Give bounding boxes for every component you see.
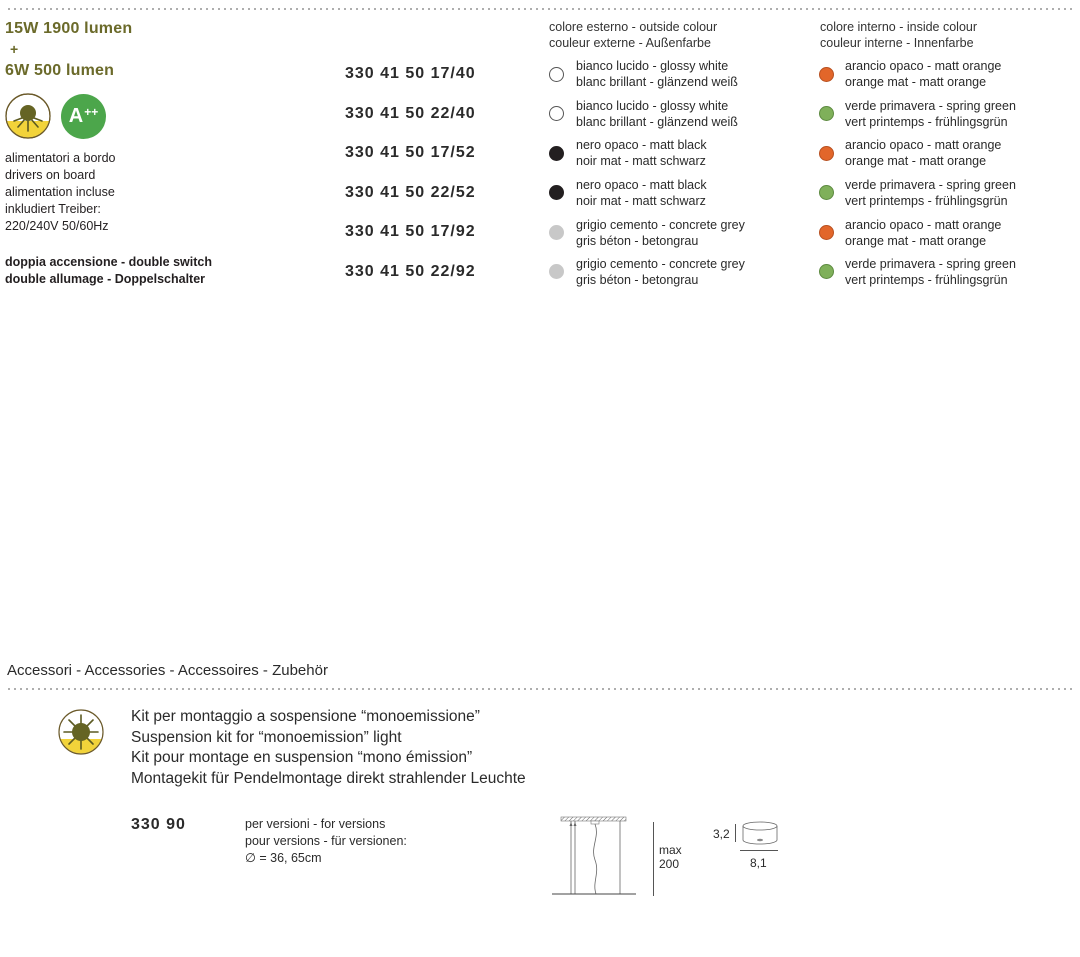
accessory-description-line: Suspension kit for “monoemission” light (131, 728, 402, 746)
colour-name-line: gris béton - betongrau (576, 234, 699, 248)
energy-class-letter: A (68, 105, 84, 127)
inside-colour-swatch-green (819, 106, 834, 121)
colour-name-line: blanc brillant - glänzend weiß (576, 115, 738, 129)
outside-colour-description (576, 177, 707, 209)
driver-info-line: drivers on board (5, 168, 96, 182)
suspension-drawing (548, 812, 668, 903)
max-height-label (659, 843, 682, 871)
colour-name-line: vert printemps - frühlingsgrün (845, 115, 1008, 129)
colour-name-line: bianco lucido - glossy white (576, 99, 729, 113)
outside-colour-swatch-grey (549, 225, 564, 240)
accessory-description (131, 707, 526, 789)
switch-info-line: doppia accensione - double switch (5, 255, 212, 269)
outside-colour-description (576, 98, 738, 130)
outside-colour-header-line: colore esterno - outside colour (549, 20, 718, 34)
canopy-height-label: 3,2 (713, 827, 730, 841)
colour-name-line: blanc brillant - glänzend weiß (576, 75, 738, 89)
product-code: 330 41 50 22/52 (345, 184, 476, 201)
colour-name-line: arancio opaco - matt orange (845, 59, 1002, 73)
top-divider (6, 8, 1074, 10)
driver-info-line: alimentatori a bordo (5, 151, 116, 165)
inside-colour-swatch-orange (819, 225, 834, 240)
product-code: 330 41 50 17/40 (345, 65, 476, 82)
accessories-title: Accessori - Accessories - Accessoires - Zubehör (7, 662, 328, 679)
colour-name-line: noir mat - matt schwarz (576, 194, 706, 208)
outside-colour-swatch-black (549, 185, 564, 200)
direct-light-icon (58, 709, 104, 755)
colour-name-line: gris béton - betongrau (576, 273, 699, 287)
outside-colour-swatch-white (549, 67, 564, 82)
versions-line: per versioni - for versions (245, 817, 386, 831)
max-value: 200 (659, 857, 680, 871)
colour-name-line: nero opaco - matt black (576, 138, 707, 152)
canopy-diameter-line (740, 850, 778, 851)
inside-colour-description (845, 177, 1016, 209)
accessory-description-line: Kit pour montage en suspension “mono émission” (131, 749, 473, 766)
colour-name-line: verde primavera - spring green (845, 257, 1016, 271)
inside-colour-header (820, 19, 977, 51)
energy-class-badge (61, 94, 106, 139)
colour-name-line: nero opaco - matt black (576, 178, 707, 192)
bidirectional-light-icon (5, 93, 51, 139)
colour-name-line: vert printemps - frühlingsgrün (845, 273, 1008, 287)
product-code: 330 41 50 22/92 (345, 263, 476, 280)
inside-colour-description (845, 217, 1001, 249)
inside-colour-swatch-green (819, 264, 834, 279)
outside-colour-swatch-grey (549, 264, 564, 279)
outside-colour-swatch-black (549, 146, 564, 161)
product-code: 330 41 50 17/52 (345, 144, 476, 161)
colour-name-line: verde primavera - spring green (845, 178, 1016, 192)
outside-colour-description (576, 217, 745, 249)
power-spec-plus: + (10, 41, 19, 57)
outside-colour-header (549, 19, 717, 51)
inside-colour-description (845, 256, 1016, 288)
colour-name-line: grigio cemento - concrete grey (576, 257, 745, 271)
colour-name-line: bianco lucido - glossy white (576, 59, 729, 73)
power-spec-secondary: 6W 500 lumen (5, 62, 115, 79)
voltage-info: 220/240V 50/60Hz (5, 219, 109, 233)
inside-colour-swatch-orange (819, 146, 834, 161)
diameter-versions: ∅ = 36, 65cm (245, 851, 322, 865)
inside-colour-swatch-orange (819, 67, 834, 82)
inside-colour-swatch-green (819, 185, 834, 200)
energy-class-plus: ++ (84, 104, 99, 119)
inside-colour-header-line: couleur interne - Innenfarbe (820, 36, 974, 50)
driver-info (5, 150, 115, 235)
colour-name-line: arancio opaco - matt orange (845, 138, 1002, 152)
canopy-height-line (735, 824, 736, 842)
power-spec-primary: 15W 1900 lumen (5, 20, 133, 37)
driver-info-line: inkludiert Treiber: (5, 202, 101, 216)
colour-name-line: arancio opaco - matt orange (845, 218, 1002, 232)
switch-info (5, 254, 212, 288)
height-dimension-line (653, 822, 654, 896)
accessory-description-line: Montagekit für Pendelmontage direkt strahlender Leuchte (131, 769, 526, 787)
accessories-divider (6, 688, 1074, 690)
driver-info-line: alimentation incluse (5, 185, 115, 199)
inside-colour-description (845, 58, 1001, 90)
colour-name-line: noir mat - matt schwarz (576, 154, 706, 168)
accessory-code: 330 90 (131, 816, 186, 833)
outside-colour-description (576, 137, 707, 169)
versions-line: pour versions - für versionen: (245, 834, 407, 848)
colour-name-line: grigio cemento - concrete grey (576, 218, 745, 232)
colour-name-line: orange mat - matt orange (845, 154, 987, 168)
colour-name-line: verde primavera - spring green (845, 99, 1016, 113)
accessory-description-line: Kit per montaggio a sospensione “monoemissione” (131, 708, 480, 725)
colour-name-line: orange mat - matt orange (845, 75, 987, 89)
inside-colour-description (845, 98, 1016, 130)
inside-colour-description (845, 137, 1001, 169)
canopy-diameter-label: 8,1 (750, 856, 767, 870)
colour-name-line: orange mat - matt orange (845, 234, 987, 248)
outside-colour-swatch-white (549, 106, 564, 121)
accessory-versions (245, 816, 407, 867)
colour-name-line: vert printemps - frühlingsgrün (845, 194, 1008, 208)
product-code: 330 41 50 17/92 (345, 223, 476, 240)
outside-colour-header-line: couleur externe - Außenfarbe (549, 36, 711, 50)
switch-info-line: double allumage - Doppelschalter (5, 272, 206, 286)
outside-colour-description (576, 256, 745, 288)
max-label: max (659, 843, 682, 857)
inside-colour-header-line: colore interno - inside colour (820, 20, 978, 34)
outside-colour-description (576, 58, 738, 90)
product-code: 330 41 50 22/40 (345, 105, 476, 122)
